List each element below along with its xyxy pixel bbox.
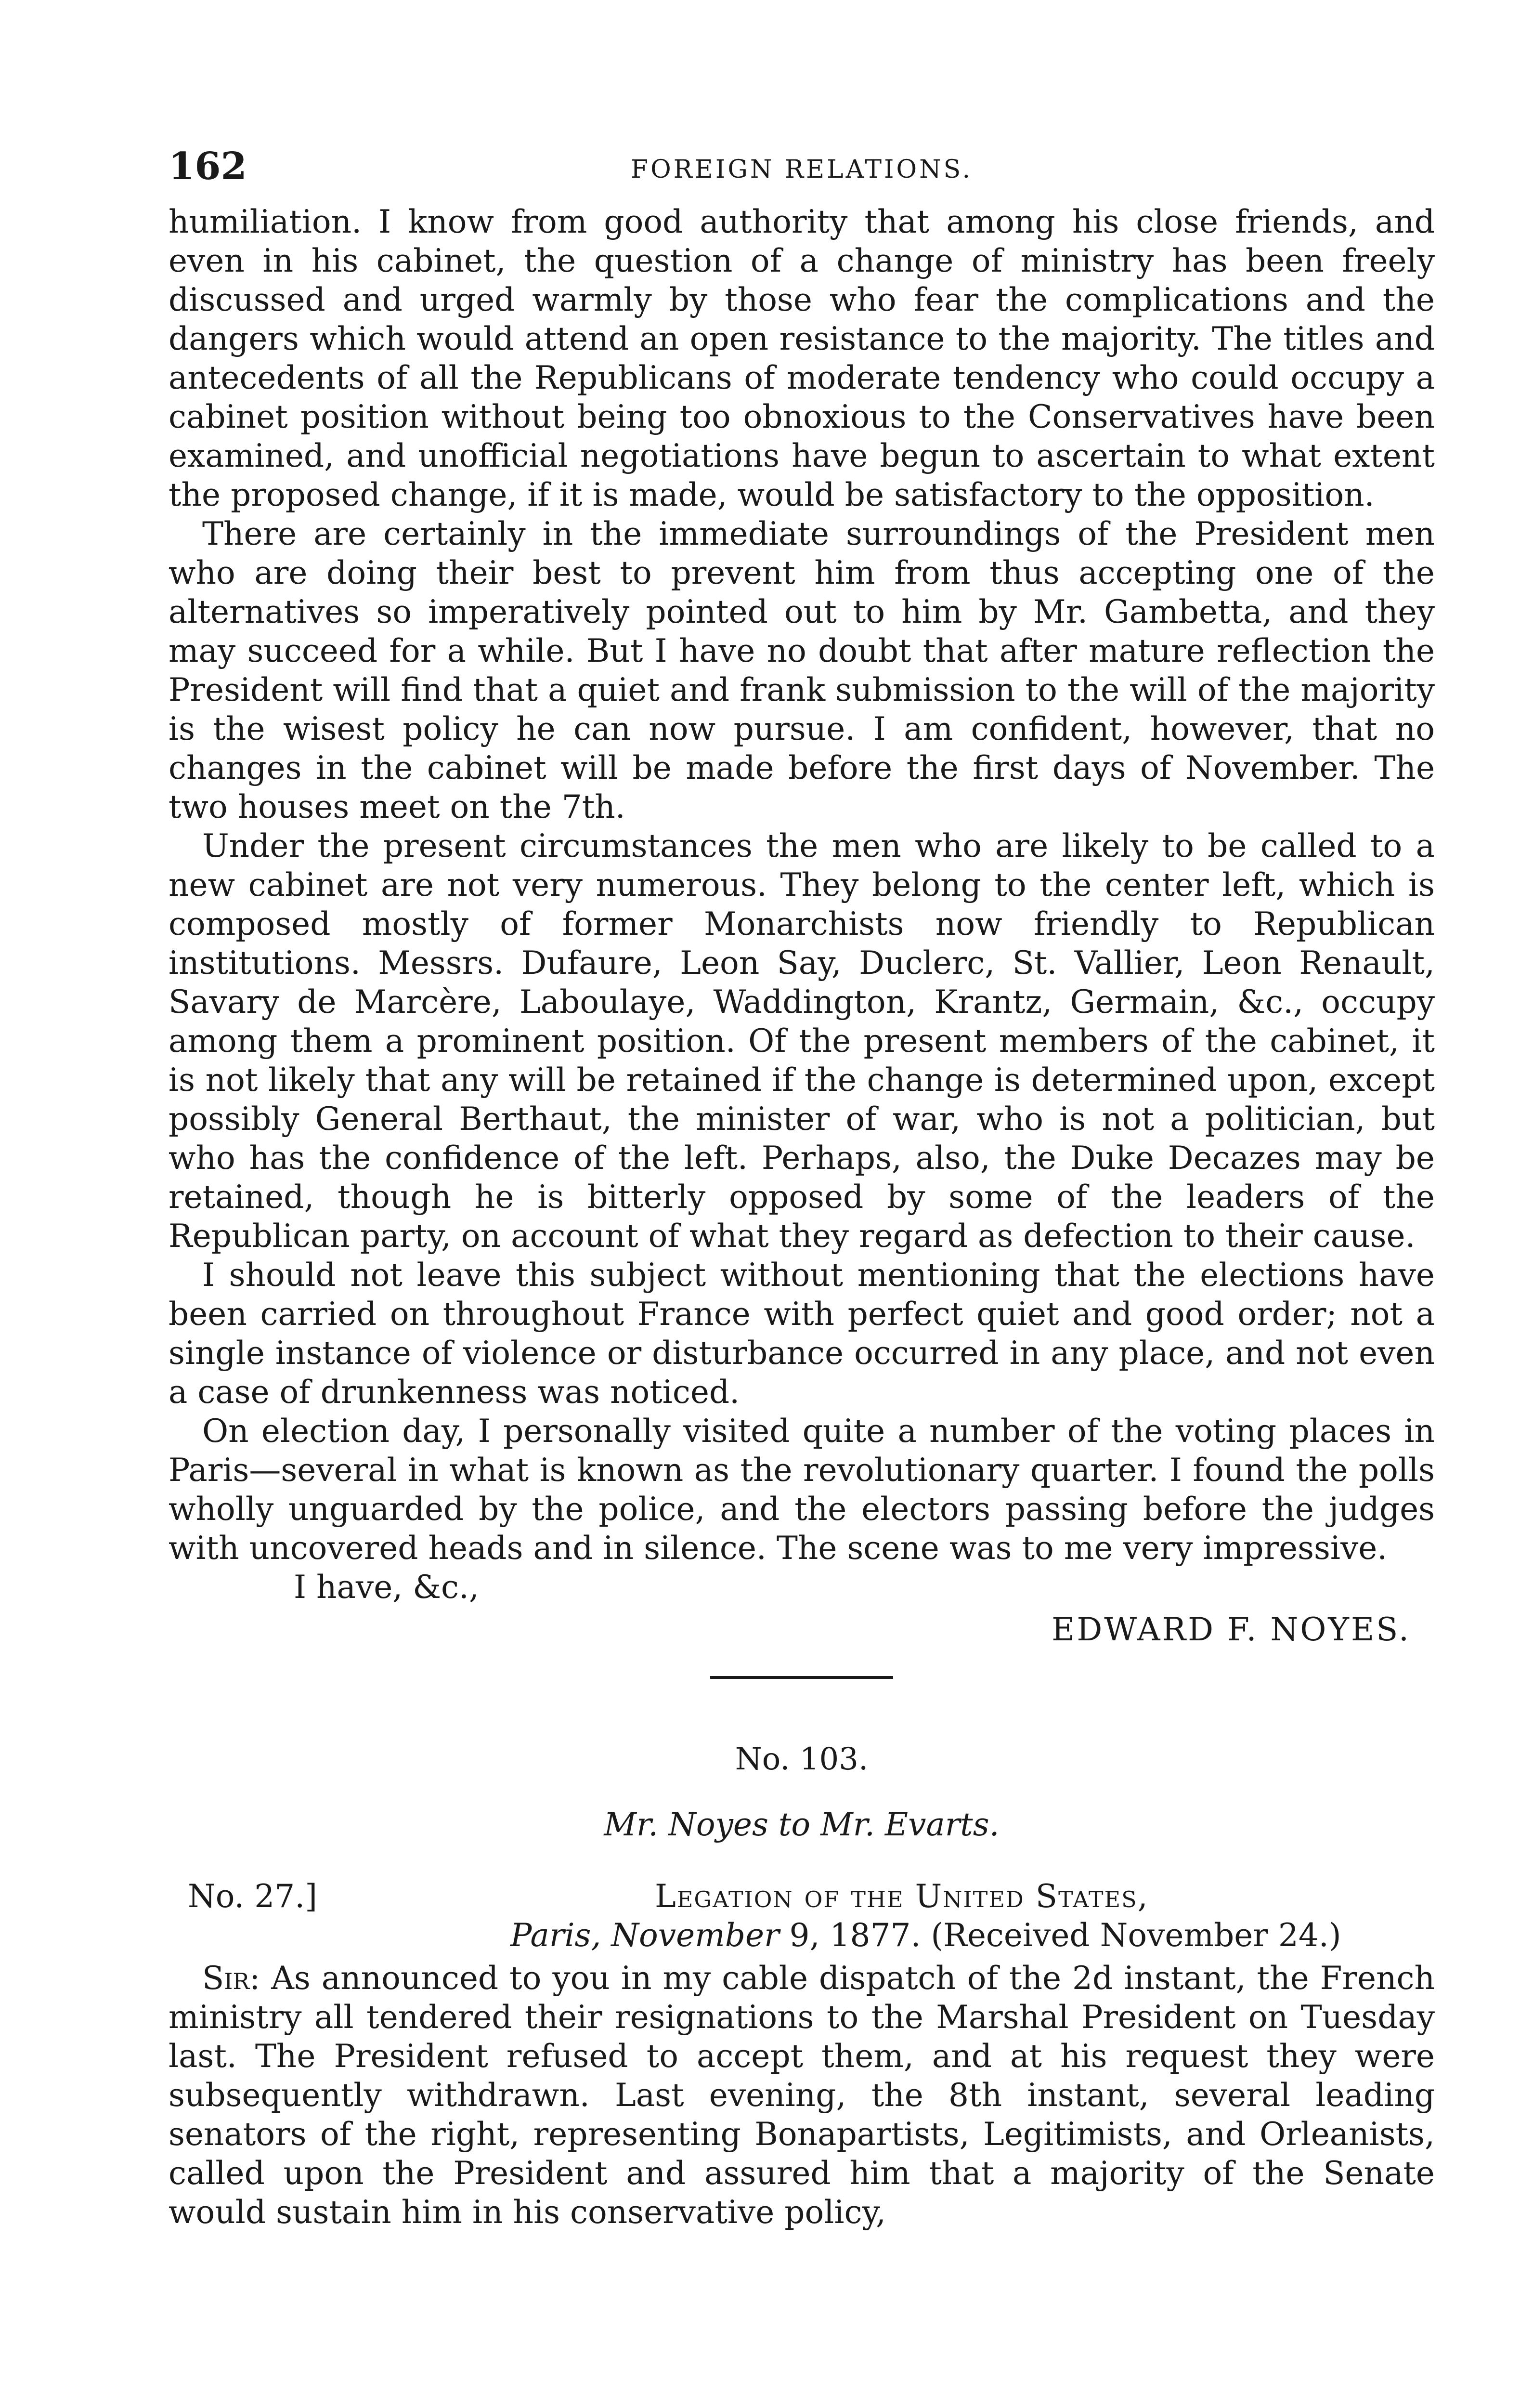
paragraph: On election day, I personally visited quite a number of the voting places in Paris—several in what is known as the revolutionary quarter. I found the polls wholly unguarded by the police, and the electors passing before the judges with uncovered heads and in silence. The scene was to me very impressive. bbox=[169, 1413, 1435, 1567]
paragraph: I should not leave this subject without mentioning that the elections have been carried on throughout France with perfect quiet and good order; not a single instance of violence or disturbance occurred in any place, and not even a case of drunkenness was noticed. bbox=[169, 1256, 1435, 1411]
complimentary-close: I have, &c., bbox=[294, 1569, 479, 1606]
place: Paris, bbox=[510, 1917, 601, 1954]
dispatch-number: No. 27.] bbox=[188, 1878, 317, 1915]
letter-closing bbox=[169, 1568, 1435, 1649]
page-number: 162 bbox=[169, 144, 247, 188]
dispatch-body: As announced to you in my cable dispatch of the 2d instant, the French ministry all tendered their resignations to the Marshal President on Tuesday last. The President refused to accept them, and at his request they were subsequently withdrawn. Last evening, the 8th instant, several leading senators of the right, representing Bonapartists, Legitimists, and Orleanists, called upon the President and assured him that a majority of the Senate would sustain him in his conservative policy, bbox=[169, 1960, 1435, 2231]
date-rest: 9, 1877. (Received November 24.) bbox=[779, 1917, 1341, 1954]
section-divider bbox=[710, 1676, 893, 1679]
salutation: Sir: bbox=[202, 1960, 260, 1997]
dispatch-heading bbox=[169, 1877, 1435, 1959]
document-number: No. 103. bbox=[735, 1741, 869, 1777]
legation-line: Legation of the United States, bbox=[655, 1878, 1149, 1915]
date-month: November bbox=[611, 1917, 779, 1954]
page-header bbox=[169, 144, 1435, 202]
paragraph: There are certainly in the immediate surroundings of the President men who are doing their best to prevent him from thus accepting one of the alternatives so imperatively pointed out to him by Mr. Gambetta, and they may succeed for a while. But I have no doubt that after mature reflection the President will find that a quiet and frank submission to the will of the majority is the wisest policy he can now pursue. I am confident, however, that no changes in the cabinet will be made before the first days of November. The two houses meet on the 7th. bbox=[169, 515, 1435, 825]
running-head: FOREIGN RELATIONS. bbox=[631, 155, 973, 184]
paragraph-continued: humiliation. I know from good authority that among his close friends, and even in his cabinet, the question of a change of ministry has been freely discussed and urged warmly by those who fear the complications and the dangers which would attend an open resistance to the majority. The titles and antecedents of all the Republicans of moderate tendency who could occupy a cabinet position without being too obnoxious to the Conservatives have been examined, and unofficial negotiations have begun to ascertain to what extent the proposed change, if it is made, would be satisfactory to the opposition. bbox=[169, 203, 1435, 513]
document-title: Mr. Noyes to Mr. Evarts. bbox=[604, 1806, 1000, 1843]
paragraph: Under the present circumstances the men who are likely to be called to a new cabinet are not very numerous. They belong to the center left, which is composed mostly of former Monarchists now friendly to Republican institutions. Messrs. Dufaure, Leon Say, Duclerc, St. Vallier, Leon Renault, Savary de Marcère, Laboulaye, Waddington, Krantz, Germain, &c., occupy among them a prominent position. Of the present members of the cabinet, it is not likely that any will be retained if the change is determined upon, except possibly General Berthaut, the minister of war, who is not a politician, but who has the confidence of the left. Perhaps, also, the Duke Decazes may be retained, though he is bitterly opposed by some of the leaders of the Republican party, on account of what they regard as defection to their cause. bbox=[169, 827, 1435, 1255]
signature: EDWARD F. NOYES. bbox=[1052, 1611, 1411, 1648]
place-and-date bbox=[510, 1916, 1341, 1955]
letter-body bbox=[169, 202, 1435, 1568]
dispatch-paragraph bbox=[169, 1959, 1435, 2232]
page bbox=[169, 144, 1435, 2232]
